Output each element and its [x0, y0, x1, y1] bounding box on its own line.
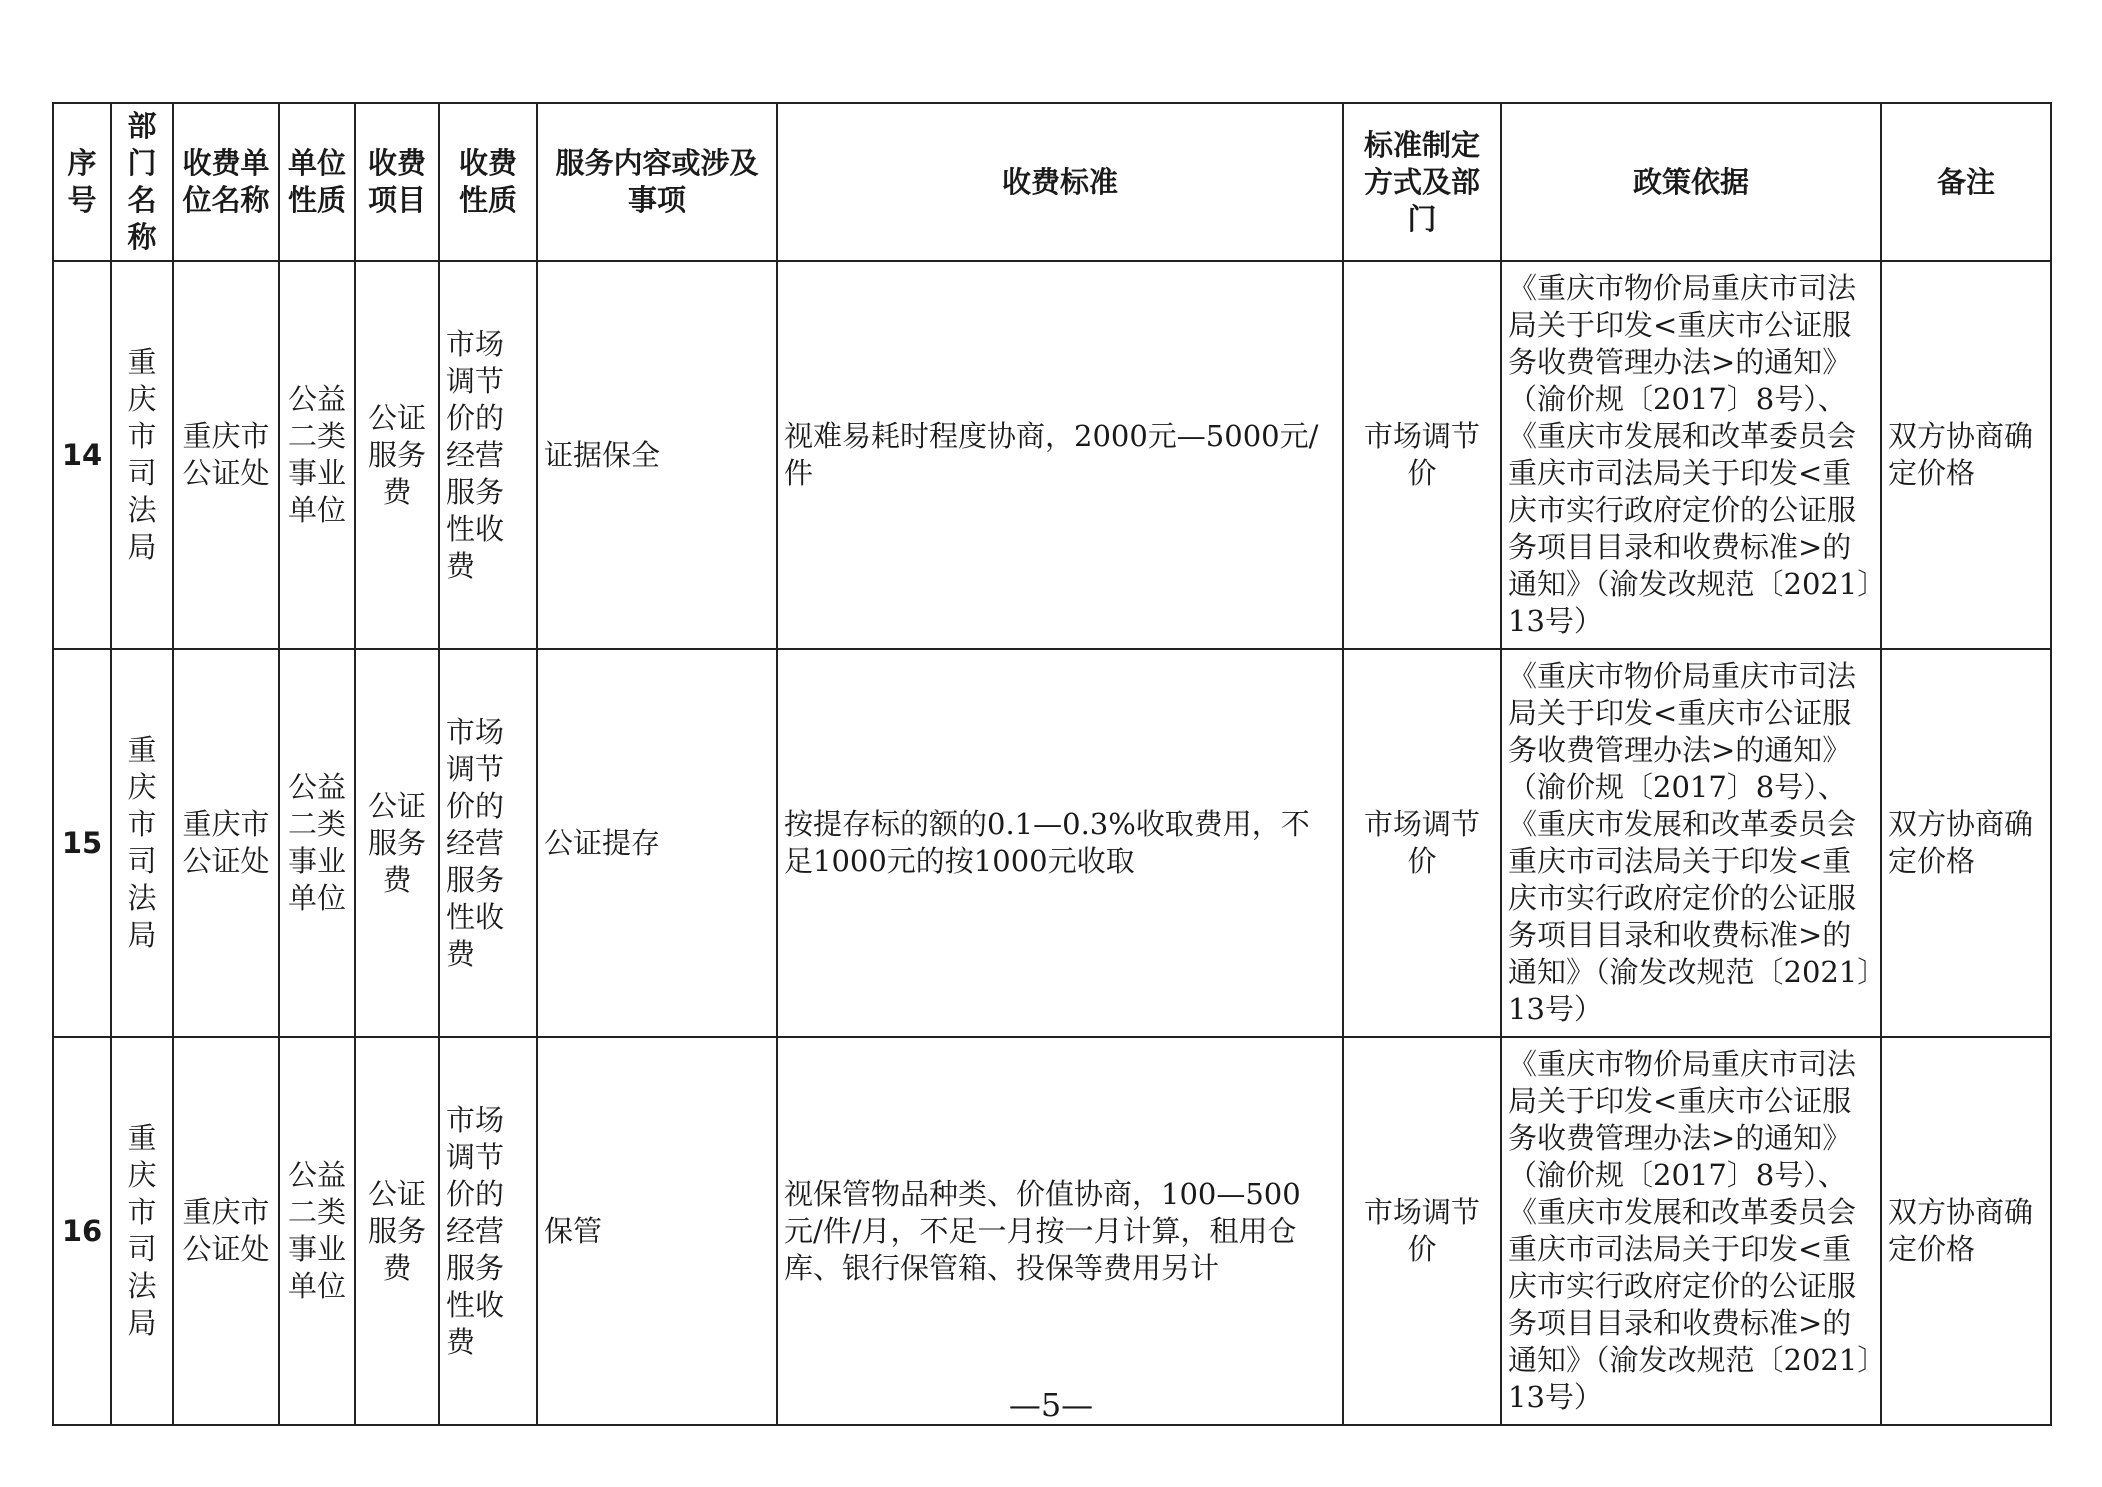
- row-policy-text: 《重庆市物价局重庆市司法局关于印发<重庆市公证服务收费管理办法>的通知》（渝价规〔2017〕8号）、《重庆市发展和改革委员会重庆市司法局关于印发<重庆市实行政府定价的公证服务项目目录和收费标准>的通知》（渝发改规范〔2021〕13号）: [1508, 271, 1872, 638]
- row-item: [355, 649, 439, 1037]
- row-standard: [777, 1037, 1343, 1425]
- row-unit: [173, 649, 279, 1037]
- row-unit: [173, 261, 279, 649]
- row-standard-text: 视难易耗时程度协商，2000元—5000元/件: [784, 419, 1319, 490]
- row-standard: [777, 649, 1343, 1037]
- row-no: 15: [53, 649, 111, 1037]
- row-fee-nature: [439, 261, 537, 649]
- header-method: 标准制定方式及部门: [1343, 103, 1501, 261]
- row-no: 14: [53, 261, 111, 649]
- row-unit-nature: [279, 261, 355, 649]
- row-policy: [1501, 649, 1881, 1037]
- row-item-text: 公证服务费: [367, 400, 426, 509]
- row-policy: [1501, 1037, 1881, 1425]
- row-unit-text: 重庆市公证处: [182, 807, 270, 878]
- row-item-text: 公证服务费: [367, 1176, 426, 1285]
- row-unit-nature-text: 公益二类事业单位: [287, 1158, 346, 1303]
- header-unit-nature: 单位性质: [279, 103, 355, 261]
- row-fee-nature-text: 市场调节价的经营服务性收费: [446, 326, 505, 583]
- row-dept-text: 重庆市司法局: [127, 345, 157, 564]
- header-policy: 政策依据: [1501, 103, 1881, 261]
- row-fee-nature: [439, 649, 537, 1037]
- row-unit: [173, 1037, 279, 1425]
- row-service: [537, 1037, 777, 1425]
- row-item-text: 公证服务费: [367, 788, 426, 897]
- table-row: [53, 1037, 2051, 1425]
- row-no: 16: [53, 1037, 111, 1425]
- row-dept: [111, 1037, 173, 1425]
- row-remark: [1881, 261, 2051, 649]
- header-no: 序号: [53, 103, 111, 261]
- row-dept-text: 重庆市司法局: [127, 1121, 157, 1340]
- row-remark-text: 双方协商确定价格: [1888, 807, 2034, 878]
- fee-table: [52, 102, 2052, 1426]
- row-method-text: 市场调节价: [1363, 419, 1480, 490]
- row-service: [537, 261, 777, 649]
- row-service-text: 公证提存: [544, 825, 661, 860]
- row-unit-nature-text: 公益二类事业单位: [287, 770, 346, 915]
- row-unit-nature-text: 公益二类事业单位: [287, 382, 346, 527]
- header-item: 收费项目: [355, 103, 439, 261]
- row-method: [1343, 1037, 1501, 1425]
- row-item: [355, 261, 439, 649]
- row-service: [537, 649, 777, 1037]
- row-unit-text: 重庆市公证处: [182, 419, 270, 490]
- row-policy: [1501, 261, 1881, 649]
- row-policy-text: 《重庆市物价局重庆市司法局关于印发<重庆市公证服务收费管理办法>的通知》（渝价规〔2017〕8号）、《重庆市发展和改革委员会重庆市司法局关于印发<重庆市实行政府定价的公证服务项目目录和收费标准>的通知》（渝发改规范〔2021〕13号）: [1508, 659, 1872, 1026]
- header-fee-nature: 收费性质: [439, 103, 537, 261]
- page-number: —5—: [1008, 1386, 1094, 1424]
- row-unit-text: 重庆市公证处: [182, 1195, 270, 1266]
- row-remark-text: 双方协商确定价格: [1888, 1195, 2034, 1266]
- row-dept: [111, 261, 173, 649]
- row-policy-text: 《重庆市物价局重庆市司法局关于印发<重庆市公证服务收费管理办法>的通知》（渝价规〔2017〕8号）、《重庆市发展和改革委员会重庆市司法局关于印发<重庆市实行政府定价的公证服务项目目录和收费标准>的通知》（渝发改规范〔2021〕13号）: [1508, 1047, 1872, 1414]
- header-dept: 部门名称: [111, 103, 173, 261]
- row-unit-nature: [279, 1037, 355, 1425]
- row-method: [1343, 261, 1501, 649]
- row-method: [1343, 649, 1501, 1037]
- row-standard-text: 按提存标的额的0.1—0.3%收取费用，不足1000元的按1000元收取: [784, 807, 1310, 878]
- row-dept-text: 重庆市司法局: [127, 733, 157, 952]
- row-fee-nature: [439, 1037, 537, 1425]
- header-unit: 收费单位名称: [173, 103, 279, 261]
- row-method-text: 市场调节价: [1363, 1195, 1480, 1266]
- row-standard-text: 视保管物品种类、价值协商，100—500元/件/月，不足一月按一月计算，租用仓库、银行保管箱、投保等费用另计: [784, 1176, 1301, 1285]
- row-unit-nature: [279, 649, 355, 1037]
- row-item: [355, 1037, 439, 1425]
- table-row: [53, 649, 2051, 1037]
- row-remark-text: 双方协商确定价格: [1888, 419, 2034, 490]
- row-remark: [1881, 649, 2051, 1037]
- row-remark: [1881, 1037, 2051, 1425]
- row-fee-nature-text: 市场调节价的经营服务性收费: [446, 714, 505, 971]
- row-standard: [777, 261, 1343, 649]
- header-service: 服务内容或涉及事项: [537, 103, 777, 261]
- header-standard: 收费标准: [777, 103, 1343, 261]
- row-service-text: 证据保全: [544, 437, 661, 472]
- table-row: [53, 261, 2051, 649]
- header-remark: 备注: [1881, 103, 2051, 261]
- row-service-text: 保管: [544, 1213, 603, 1248]
- table-header-row: [53, 103, 2051, 261]
- row-fee-nature-text: 市场调节价的经营服务性收费: [446, 1102, 505, 1359]
- row-method-text: 市场调节价: [1363, 807, 1480, 878]
- row-dept: [111, 649, 173, 1037]
